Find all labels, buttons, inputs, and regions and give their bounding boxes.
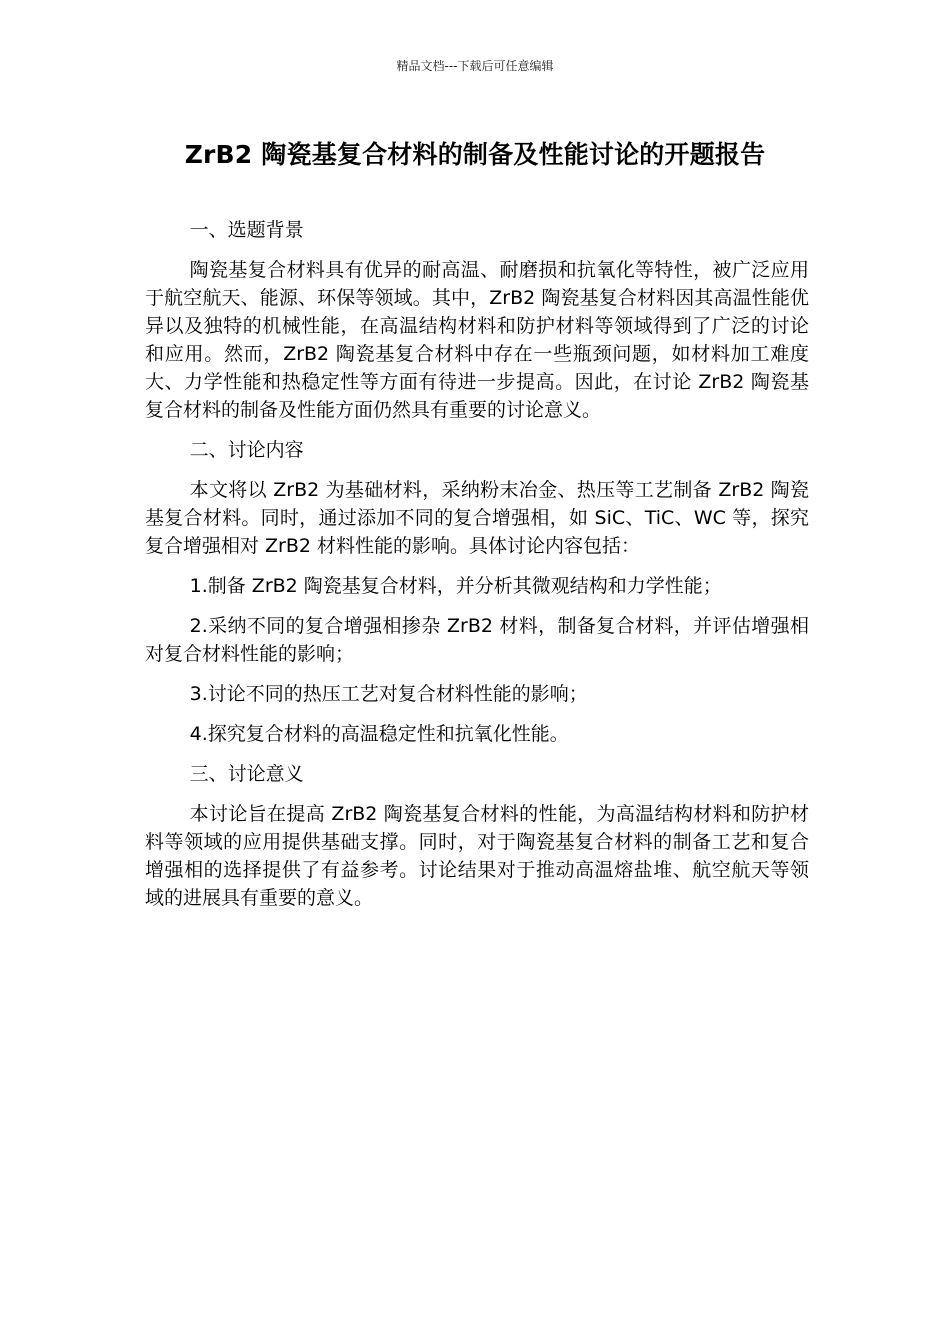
content-item-3: 3.讨论不同的热压工艺对复合材料性能的影响； — [189, 683, 588, 705]
section-heading-content: 二、讨论内容 — [189, 439, 304, 461]
content-intro-paragraph: 本文将以 ZrB2 为基础材料，采纳粉末冶金、热压等工艺制备 ZrB2 陶瓷基复合材料。同时，通过添加不同的复合增强相，如 SiC、TiC、WC 等，探究复合增强相对 ZrB2 材料性能的影响。具体讨论内容包括： — [145, 479, 809, 557]
content-item-4: 4.探究复合材料的高温稳定性和抗氧化性能。 — [189, 723, 569, 745]
background-paragraph: 陶瓷基复合材料具有优异的耐高温、耐磨损和抗氧化等特性，被广泛应用于航空航天、能源、环保等领域。其中，ZrB2 陶瓷基复合材料因其高温性能优异以及独特的机械性能，在高温结构材料和防护材料等领域得到了广泛的讨论和应用。然而，ZrB2 陶瓷基复合材料中存在一些瓶颈问题，如材料加工难度大、力学性能和热稳定性等方面有待进一步提高。因此，在讨论 ZrB2 陶瓷基复合材料的制备及性能方面仍然具有重要的讨论意义。 — [145, 259, 809, 421]
significance-paragraph: 本讨论旨在提高 ZrB2 陶瓷基复合材料的性能，为高温结构材料和防护材料等领域的应用提供基础支撑。同时，对于陶瓷基复合材料的制备工艺和复合增强相的选择提供了有益参考。讨论结果对于推动高温熔盐堆、航空航天等领域的进展具有重要的意义。 — [145, 803, 809, 909]
document-title: ZrB2 陶瓷基复合材料的制备及性能讨论的开题报告 — [184, 140, 766, 169]
content-item-1: 1.制备 ZrB2 陶瓷基复合材料，并分析其微观结构和力学性能； — [189, 575, 722, 597]
page-header: 精品文档---下载后可任意编辑 — [396, 59, 554, 73]
content-item-2: 2.采纳不同的复合增强相掺杂 ZrB2 材料，制备复合材料，并评估增强相对复合材料性能的影响； — [145, 615, 809, 665]
section-heading-background: 一、选题背景 — [189, 219, 304, 241]
section-heading-significance: 三、讨论意义 — [189, 763, 304, 785]
document-body — [145, 216, 809, 924]
